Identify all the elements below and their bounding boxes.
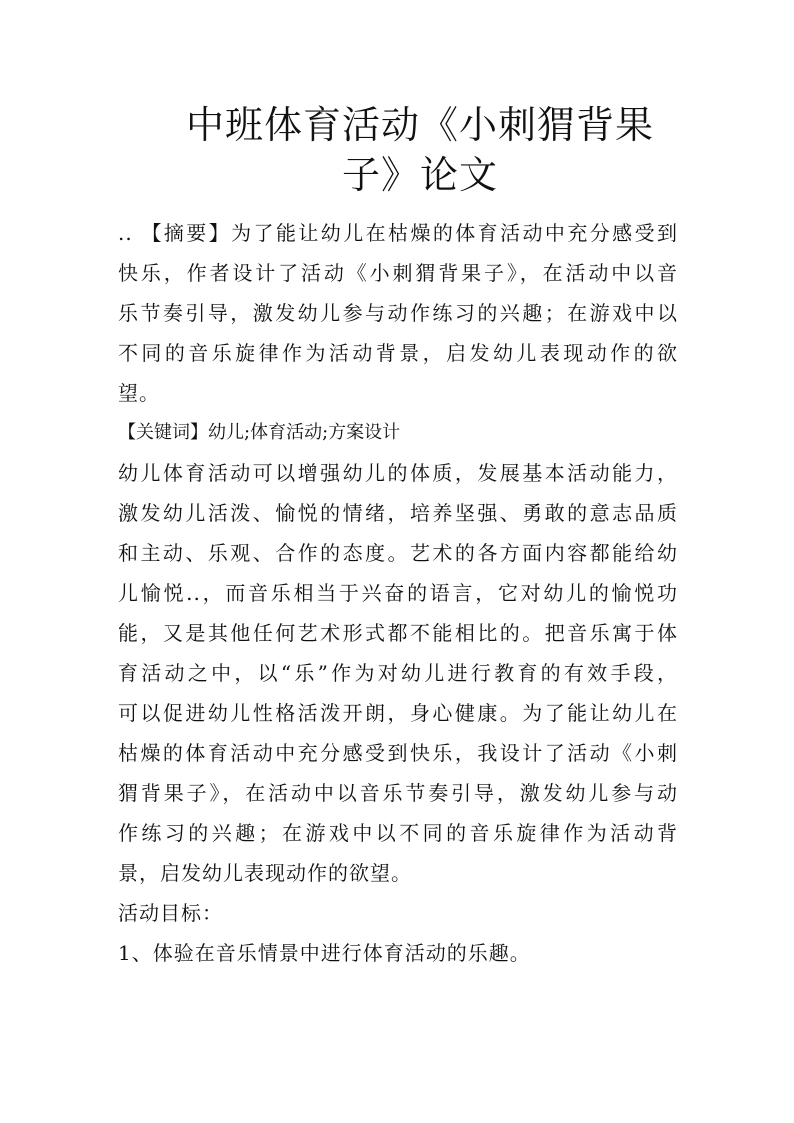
abstract-line: 快乐，作者设计了活动《小刺猬背果子》，在活动中以音: [118, 261, 678, 285]
abstract-line: 望。: [118, 381, 160, 405]
abstract-line: .. 【摘要】为了能让幼儿在枯燥的体育活动中充分感受到: [118, 221, 678, 245]
paragraph-line: 儿愉悦..，而音乐相当于兴奋的语言，它对幼儿的愉悦功: [118, 581, 678, 605]
paragraph-line: 枯燥的体育活动中充分感受到快乐，我设计了活动《小刺: [118, 741, 678, 765]
document-title: [180, 100, 660, 200]
keywords: 【关键词】幼儿;体育活动;方案设计: [118, 422, 401, 443]
paragraph-line: 和主动、乐观、合作的态度。艺术的各方面内容都能给幼: [118, 541, 678, 565]
abstract-line: 乐节奏引导，激发幼儿参与动作练习的兴趣；在游戏中以: [118, 301, 678, 325]
paragraph-line: 可以促进幼儿性格活泼开朗，身心健康。为了能让幼儿在: [118, 701, 678, 725]
paragraph-line: 猬背果子》，在活动中以音乐节奏引导，激发幼儿参与动: [118, 781, 678, 805]
paragraph-line: 景，启发幼儿表现动作的欲望。: [118, 861, 412, 885]
paragraph-line: 激发幼儿活泼、愉悦的情绪，培养坚强、勇敢的意志品质: [118, 501, 678, 525]
abstract: [118, 213, 678, 413]
paragraph-line: 作练习的兴趣；在游戏中以不同的音乐旋律作为活动背: [118, 821, 678, 845]
goals-heading: 活动目标：: [118, 901, 223, 925]
goal-item-1: 1、体验在音乐情景中进行体育活动的乐趣。: [118, 941, 531, 965]
paragraph-line: 幼儿体育活动可以增强幼儿的体质，发展基本活动能力，: [118, 461, 678, 485]
intro-paragraph: [118, 453, 678, 893]
paragraph-line: 能，又是其他任何艺术形式都不能相比的。把音乐寓于体: [118, 621, 678, 645]
title-line-1: 中班体育活动《小刺猬背果: [185, 103, 654, 147]
paragraph-line: 育活动之中，以“乐”作为对幼儿进行教育的有效手段，: [118, 661, 678, 685]
title-line-2: 子》论文: [341, 153, 498, 197]
document-body: [118, 213, 678, 973]
abstract-line: 不同的音乐旋律作为活动背景，启发幼儿表现动作的欲: [118, 341, 678, 365]
